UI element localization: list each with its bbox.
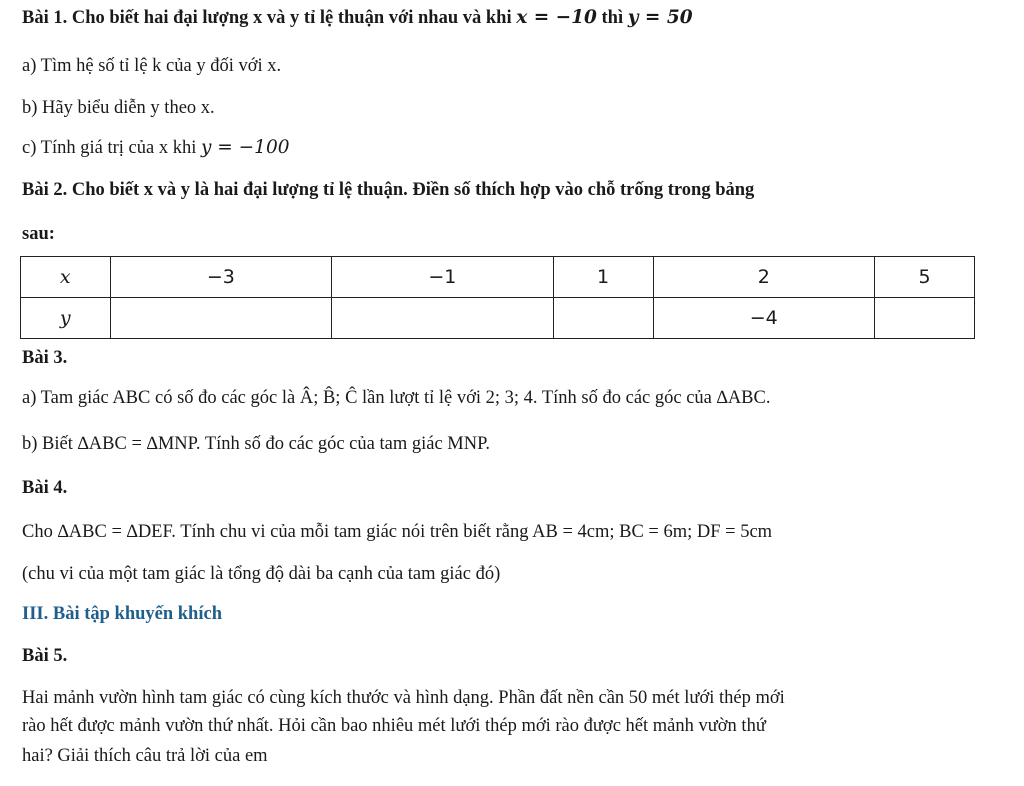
table-row-y: [21, 298, 975, 339]
bai4-title: Bài 4.: [22, 478, 68, 498]
bai1-part-c-expr: y = −100: [200, 137, 290, 158]
table-row-x: [21, 257, 975, 298]
proportion-table: [20, 256, 975, 339]
table-cell: 1: [553, 257, 653, 298]
bai5-title: Bài 5.: [22, 646, 68, 666]
bai1-cond-y: y = 50: [627, 7, 693, 28]
bai3-part-a: a) Tam giác ABC có số đo các góc là Â; B̂; Ĉ lần lượt tỉ lệ với 2; 3; 4. Tính số đo các góc của ∆ABC.: [22, 388, 771, 408]
table-cell-blank: [875, 298, 975, 339]
table-cell-blank: [332, 298, 554, 339]
table-cell: −4: [653, 298, 875, 339]
bai4-line1: Cho ∆ABC = ∆DEF. Tính chu vi của mỗi tam giác nói trên biết rằng AB = 4cm; BC = 6m; DF = 5cm: [22, 522, 773, 542]
bai5-line1: Hai mảnh vườn hình tam giác có cùng kích thước và hình dạng. Phần đất nền cần 50 mét lưới thép mới: [22, 688, 785, 708]
bai2-title: Bài 2. Cho biết x và y là hai đại lượng tỉ lệ thuận. Điền số thích hợp vào chỗ trống trong bảng: [22, 180, 755, 200]
bai3-part-b: b) Biết ∆ABC = ∆MNP. Tính số đo các góc của tam giác MNP.: [22, 434, 490, 454]
bai1-cond-mid: thì: [601, 8, 624, 28]
table-cell-blank: [110, 298, 332, 339]
bai5-line2: rào hết được mảnh vườn thứ nhất. Hỏi cần bao nhiêu mét lưới thép mới rào được hết mảnh vườn thứ: [22, 716, 766, 736]
bai1-part-a: a) Tìm hệ số tỉ lệ k của y đối với x.: [22, 56, 282, 76]
bai4-line2: (chu vi của một tam giác là tổng độ dài ba cạnh của tam giác đó): [22, 564, 501, 584]
table-cell: x: [21, 257, 111, 298]
table-cell-blank: [553, 298, 653, 339]
bai2-title-cont: sau:: [22, 224, 55, 244]
bai1-part-c: [22, 136, 290, 160]
bai3-title: Bài 3.: [22, 348, 68, 368]
table-cell: −3: [110, 257, 332, 298]
bai1-part-b: b) Hãy biểu diễn y theo x.: [22, 98, 215, 118]
table-cell: 5: [875, 257, 975, 298]
bai1-heading: [22, 6, 693, 30]
section3-title: III. Bài tập khuyến khích: [22, 604, 222, 624]
table-cell: y: [21, 298, 111, 339]
table-cell: 2: [653, 257, 875, 298]
bai5-line3: hai? Giải thích câu trả lời của em: [22, 746, 268, 766]
bai1-cond-x: x = −10: [516, 7, 597, 28]
bai1-part-c-text: c) Tính giá trị của x khi: [22, 138, 197, 158]
bai1-title: Bài 1. Cho biết hai đại lượng x và y tỉ lệ thuận với nhau và khi: [22, 8, 512, 28]
table-cell: −1: [332, 257, 554, 298]
